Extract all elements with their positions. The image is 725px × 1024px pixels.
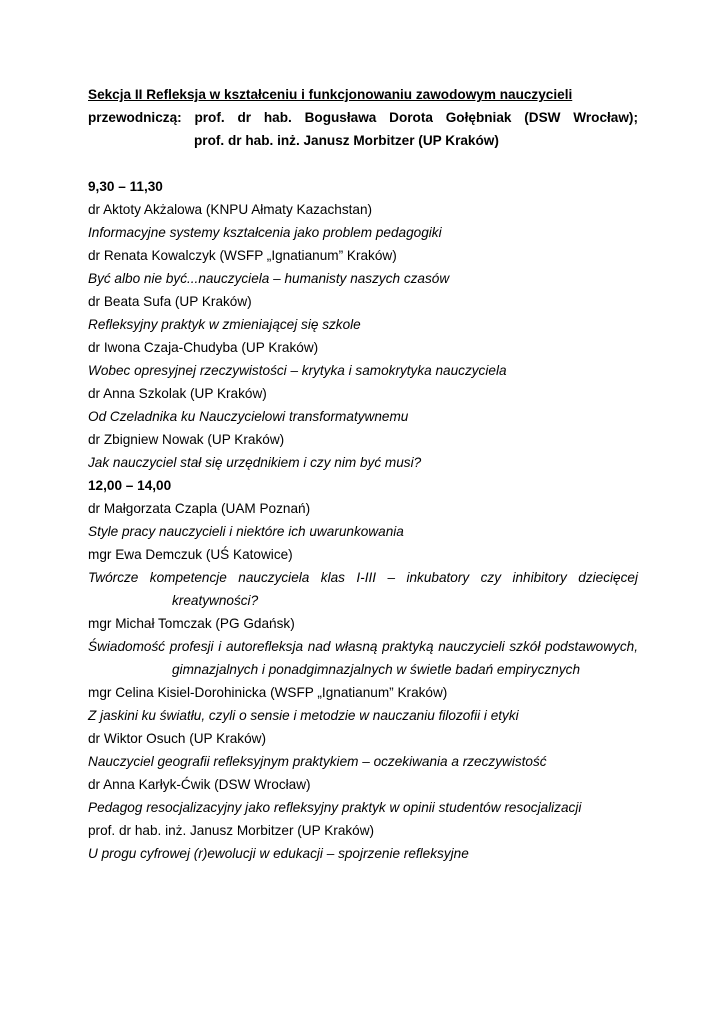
talk-speaker: dr Anna Karłyk-Ćwik (DSW Wrocław)	[88, 777, 311, 792]
chairs-line-1: przewodniczą: prof. dr hab. Bogusława Dorota Gołębniak (DSW Wrocław);	[88, 110, 638, 125]
talk-speaker: mgr Celina Kisiel-Dorohinicka (WSFP „Ignatianum” Kraków)	[88, 685, 448, 700]
session-time: 9,30 – 11,30	[88, 179, 163, 194]
talk-title-continuation: kreatywności?	[172, 593, 259, 608]
talk-title: Informacyjne systemy kształcenia jako problem pedagogiki	[88, 225, 442, 240]
talk-speaker: dr Wiktor Osuch (UP Kraków)	[88, 731, 267, 746]
talk-title: Style pracy nauczycieli i niektóre ich uwarunkowania	[88, 524, 404, 539]
talk-speaker: dr Małgorzata Czapla (UAM Poznań)	[88, 501, 311, 516]
talk-speaker: dr Renata Kowalczyk (WSFP „Ignatianum” Kraków)	[88, 248, 397, 263]
talk-speaker: dr Zbigniew Nowak (UP Kraków)	[88, 432, 285, 447]
talk-title: Być albo nie być...nauczyciela – humanisty naszych czasów	[88, 271, 450, 286]
talk-speaker: dr Anna Szkolak (UP Kraków)	[88, 386, 267, 401]
talk-title: Twórcze kompetencje nauczyciela klas I-III – inkubatory czy inhibitory dziecięcej	[88, 570, 638, 585]
talk-title: Świadomość profesji i autorefleksja nad własną praktyką nauczycieli szkół podstawowych,	[88, 639, 638, 654]
talk-speaker: prof. dr hab. inż. Janusz Morbitzer (UP Kraków)	[88, 823, 375, 838]
session-time: 12,00 – 14,00	[88, 478, 172, 493]
talk-title: Od Czeladnika ku Nauczycielowi transformatywnemu	[88, 409, 409, 424]
talk-title: Wobec opresyjnej rzeczywistości – krytyka i samokrytyka nauczyciela	[88, 363, 507, 378]
chairs-line-2: prof. dr hab. inż. Janusz Morbitzer (UP Kraków)	[194, 133, 499, 148]
talk-title: Nauczyciel geografii refleksyjnym praktykiem – oczekiwania a rzeczywistość	[88, 754, 547, 769]
talk-title: Z jaskini ku światłu, czyli o sensie i metodzie w nauczaniu filozofii i etyki	[88, 708, 519, 723]
talk-speaker: dr Beata Sufa (UP Kraków)	[88, 294, 252, 309]
talk-title: Pedagog resocjalizacyjny jako refleksyjny praktyk w opinii studentów resocjalizacji	[88, 800, 582, 815]
talk-speaker: mgr Michał Tomczak (PG Gdańsk)	[88, 616, 295, 631]
section-title: Sekcja II Refleksja w kształceniu i funkcjonowaniu zawodowym nauczycieli	[88, 87, 573, 102]
talk-speaker: dr Iwona Czaja-Chudyba (UP Kraków)	[88, 340, 319, 355]
talk-title-continuation: gimnazjalnych i ponadgimnazjalnych w świetle badań empirycznych	[172, 662, 581, 677]
talk-title: Refleksyjny praktyk w zmieniającej się szkole	[88, 317, 361, 332]
talk-speaker: dr Aktoty Akżalowa (KNPU Ałmaty Kazachstan)	[88, 202, 373, 217]
talk-title: U progu cyfrowej (r)ewolucji w edukacji – spojrzenie refleksyjne	[88, 846, 469, 861]
talk-title: Jak nauczyciel stał się urzędnikiem i czy nim być musi?	[88, 455, 422, 470]
talk-speaker: mgr Ewa Demczuk (UŚ Katowice)	[88, 547, 293, 562]
